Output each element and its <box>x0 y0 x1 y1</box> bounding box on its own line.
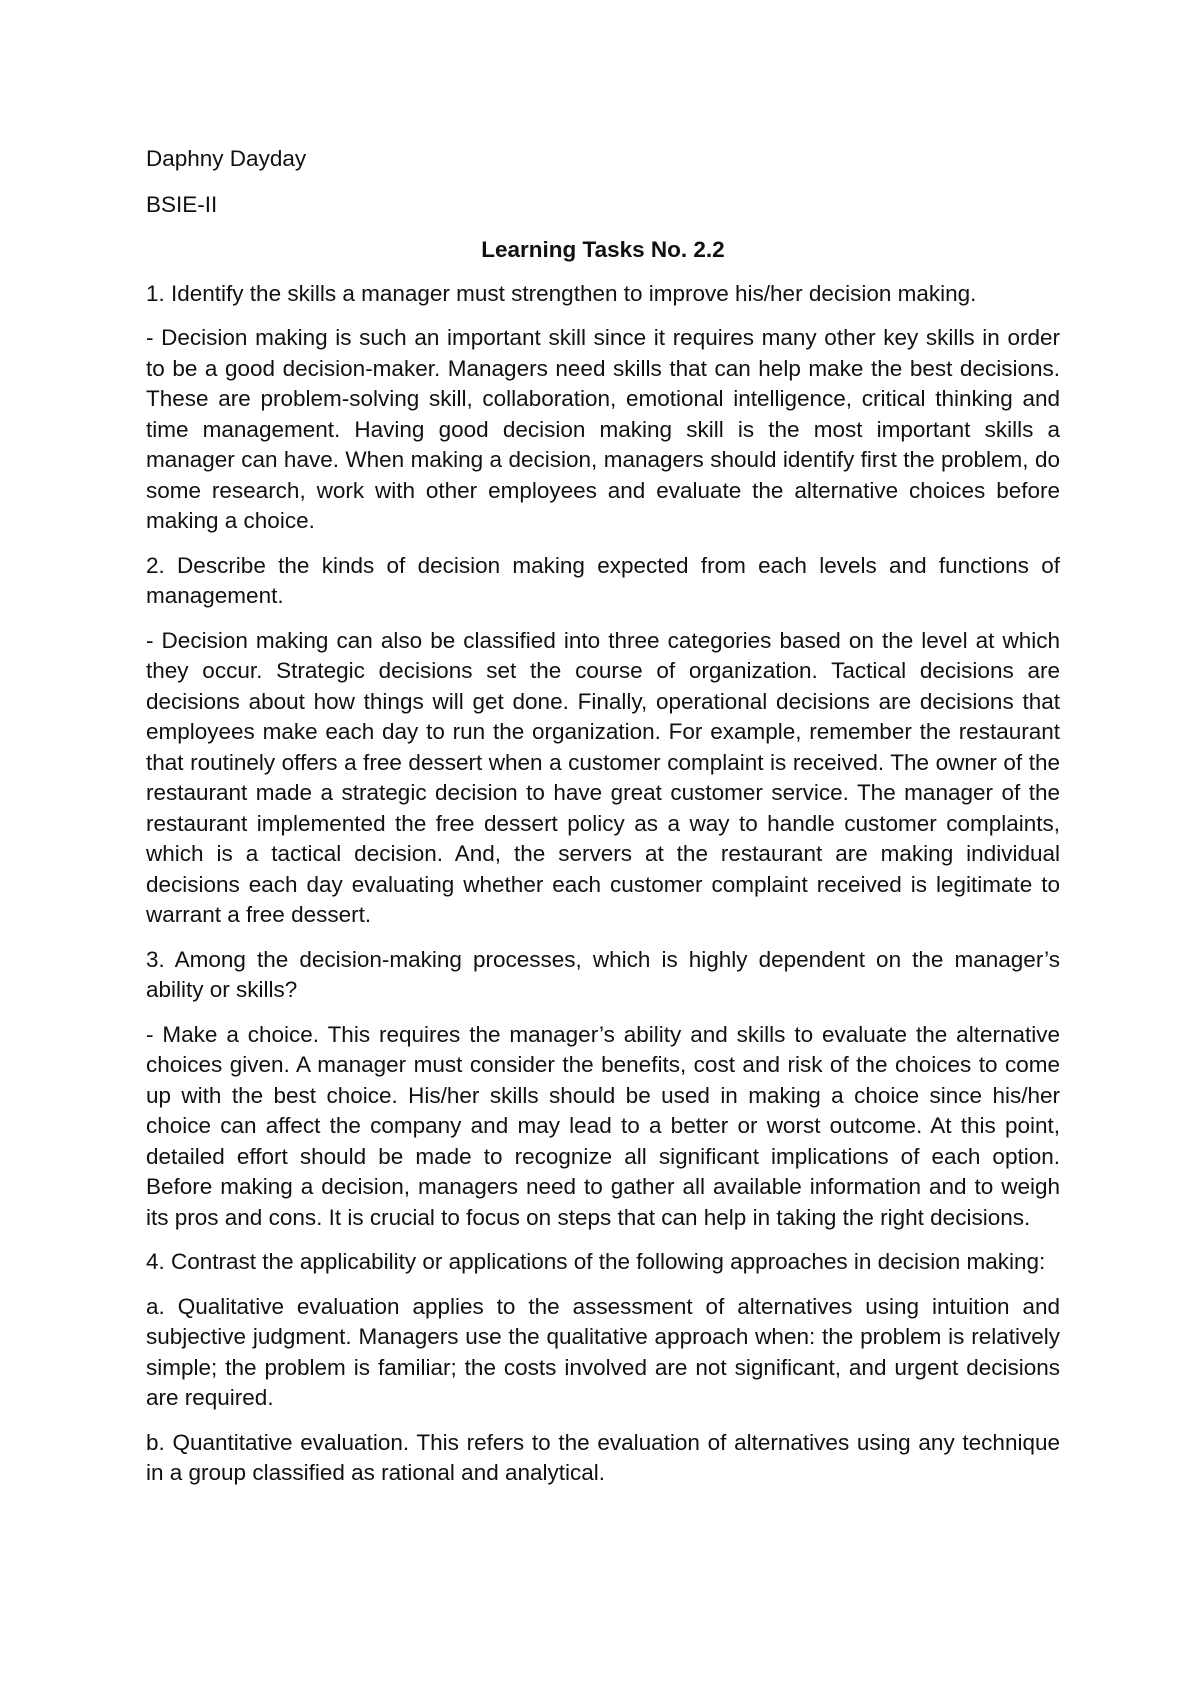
author-name: Daphny Dayday <box>146 146 307 171</box>
answer-2: - Decision making can also be classified into three categories based on the level at which they occur. Strategic decisions set the course of organization. Tactical decisions are decisions about how things will get done. Finally, operational decisions are decisions that employees make each day to run the organization. For example, remember the restaurant that routinely offers a free dessert when a customer complaint is received. The owner of the restaurant made a strategic decision to have great customer service. The manager of the restaurant implemented the free dessert policy as a way to handle customer complaints, which is a tactical decision. And, the servers at the restaurant are making individual decisions each day evaluating whether each customer complaint received is legitimate to warrant a free dessert. <box>146 627 1060 927</box>
answer-3: - Make a choice. This requires the manager’s ability and skills to evaluate the alternative choices given. A manager must consider the benefits, cost and risk of the choices to come up with the best choice. His/her skills should be used in making a choice since his/her choice can affect the company and may lead to a better or worst outcome. At this point, detailed effort should be made to recognize all significant implications of each option. Before making a decision, managers need to gather all available information and to weigh its pros and cons. It is crucial to focus on steps that can help in taking the right decisions. <box>146 1021 1060 1230</box>
answer-4a: a. Qualitative evaluation applies to the assessment of alternatives using intuition and subjective judgment. Managers use the qualitative approach when: the problem is relatively simple; the problem is familiar; the costs involved are not significant, and urgent decisions are required. <box>146 1293 1060 1410</box>
document-body <box>146 144 1060 1503</box>
question-3: 3. Among the decision-making processes, which is highly dependent on the manager’s ability or skills? <box>146 946 1060 1002</box>
question-4: 4. Contrast the applicability or applications of the following approaches in decision making: <box>146 1249 1046 1274</box>
question-1: 1. Identify the skills a manager must strengthen to improve his/her decision making. <box>146 280 977 306</box>
question-2: 2. Describe the kinds of decision making expected from each levels and functions of management. <box>146 552 1060 608</box>
document-title: Learning Tasks No. 2.2 <box>481 237 725 262</box>
answer-1: - Decision making is such an important skill since it requires many other key skills in order to be a good decision-maker. Managers need skills that can help make the best decisions. These are problem-solving skill, collaboration, emotional intelligence, critical thinking and time management. Having good decision making skill is the most important skills a manager can have. When making a decision, managers should identify first the problem, do some research, work with other employees and evaluate the alternative choices before making a choice. <box>146 325 1060 533</box>
answer-4b: b. Quantitative evaluation. This refers to the evaluation of alternatives using any technique in a group classified as rational and analytical. <box>146 1429 1060 1485</box>
course-label: BSIE-II <box>146 191 218 217</box>
